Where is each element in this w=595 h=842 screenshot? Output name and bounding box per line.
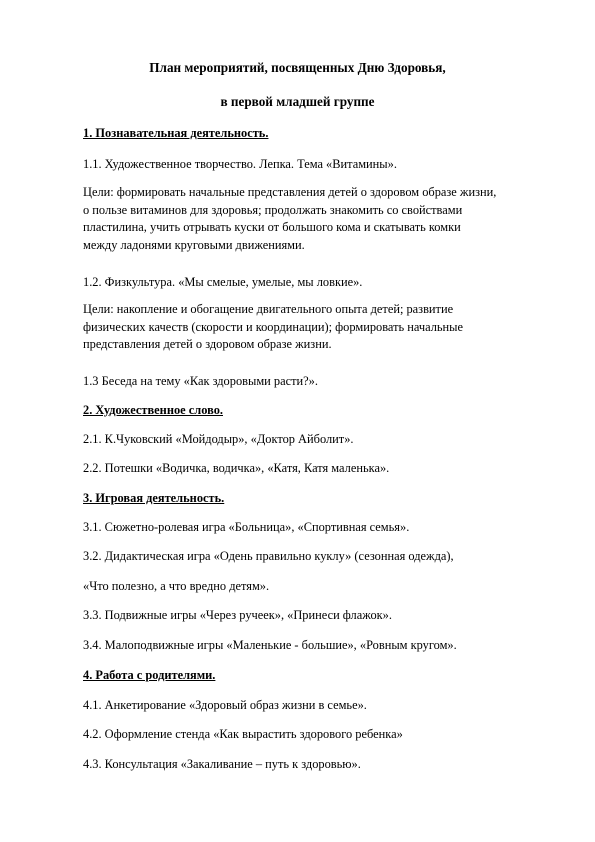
goals-line: между ладонями круговыми движениями. <box>83 237 305 252</box>
item-3-4: 3.4. Малоподвижные игры «Маленькие - большие», «Ровным кругом». <box>83 638 457 652</box>
item-1-2-goals <box>83 301 523 354</box>
item-3-2: 3.2. Дидактическая игра «Одень правильно куклу» (сезонная одежда), <box>83 549 454 563</box>
section-heading-literary: 2. Художественное слово. <box>83 403 223 417</box>
goals-line: Цели: накопление и обогащение двигательного опыта детей; развитие <box>83 302 454 316</box>
goals-line: о пользе витаминов для здоровья; продолжать знакомить со свойствами <box>83 202 463 217</box>
item-4-3: 4.3. Консультация «Закаливание – путь к здоровью». <box>83 757 361 771</box>
goals-line: Цели: формировать начальные представления детей о здоровом образе жизни, <box>83 185 497 199</box>
item-1-2: 1.2. Физкультура. «Мы смелые, умелые, мы ловкие». <box>83 275 363 289</box>
item-2-1: 2.1. К.Чуковский «Мойдодыр», «Доктор Айболит». <box>83 432 354 446</box>
item-1-1: 1.1. Художественное творчество. Лепка. Тема «Витамины». <box>83 157 397 171</box>
item-4-1: 4.1. Анкетирование «Здоровый образ жизни в семье». <box>83 698 367 712</box>
goals-line: физических качеств (скорости и координации); формировать начальные <box>83 319 464 334</box>
section-heading-cognitive: 1. Познавательная деятельность. <box>83 126 269 140</box>
item-3-2-continued: «Что полезно, а что вредно детям». <box>83 579 270 593</box>
section-heading-parents: 4. Работа с родителями. <box>83 668 216 682</box>
item-3-3: 3.3. Подвижные игры «Через ручеек», «Принеси флажок». <box>83 608 392 622</box>
section-heading-play: 3. Игровая деятельность. <box>83 491 225 505</box>
item-1-3: 1.3 Беседа на тему «Как здоровыми расти?». <box>83 374 318 388</box>
item-4-2: 4.2. Оформление стенда «Как вырастить здорового ребенка» <box>83 727 403 741</box>
document-title-line-2: в первой младшей группе <box>220 94 375 109</box>
item-1-1-goals <box>83 184 523 254</box>
item-3-1: 3.1. Сюжетно-ролевая игра «Больница», «Спортивная семья». <box>83 520 410 534</box>
item-2-2: 2.2. Потешки «Водичка, водичка», «Катя, Катя маленька». <box>83 461 390 475</box>
goals-line: представления детей о здоровом образе жизни. <box>83 337 332 351</box>
goals-line: пластилина, учить отрывать куски от большого кома и скатывать комки <box>83 220 461 234</box>
document-title-line-1: План мероприятий, посвященных Дню Здоровья, <box>149 60 446 75</box>
